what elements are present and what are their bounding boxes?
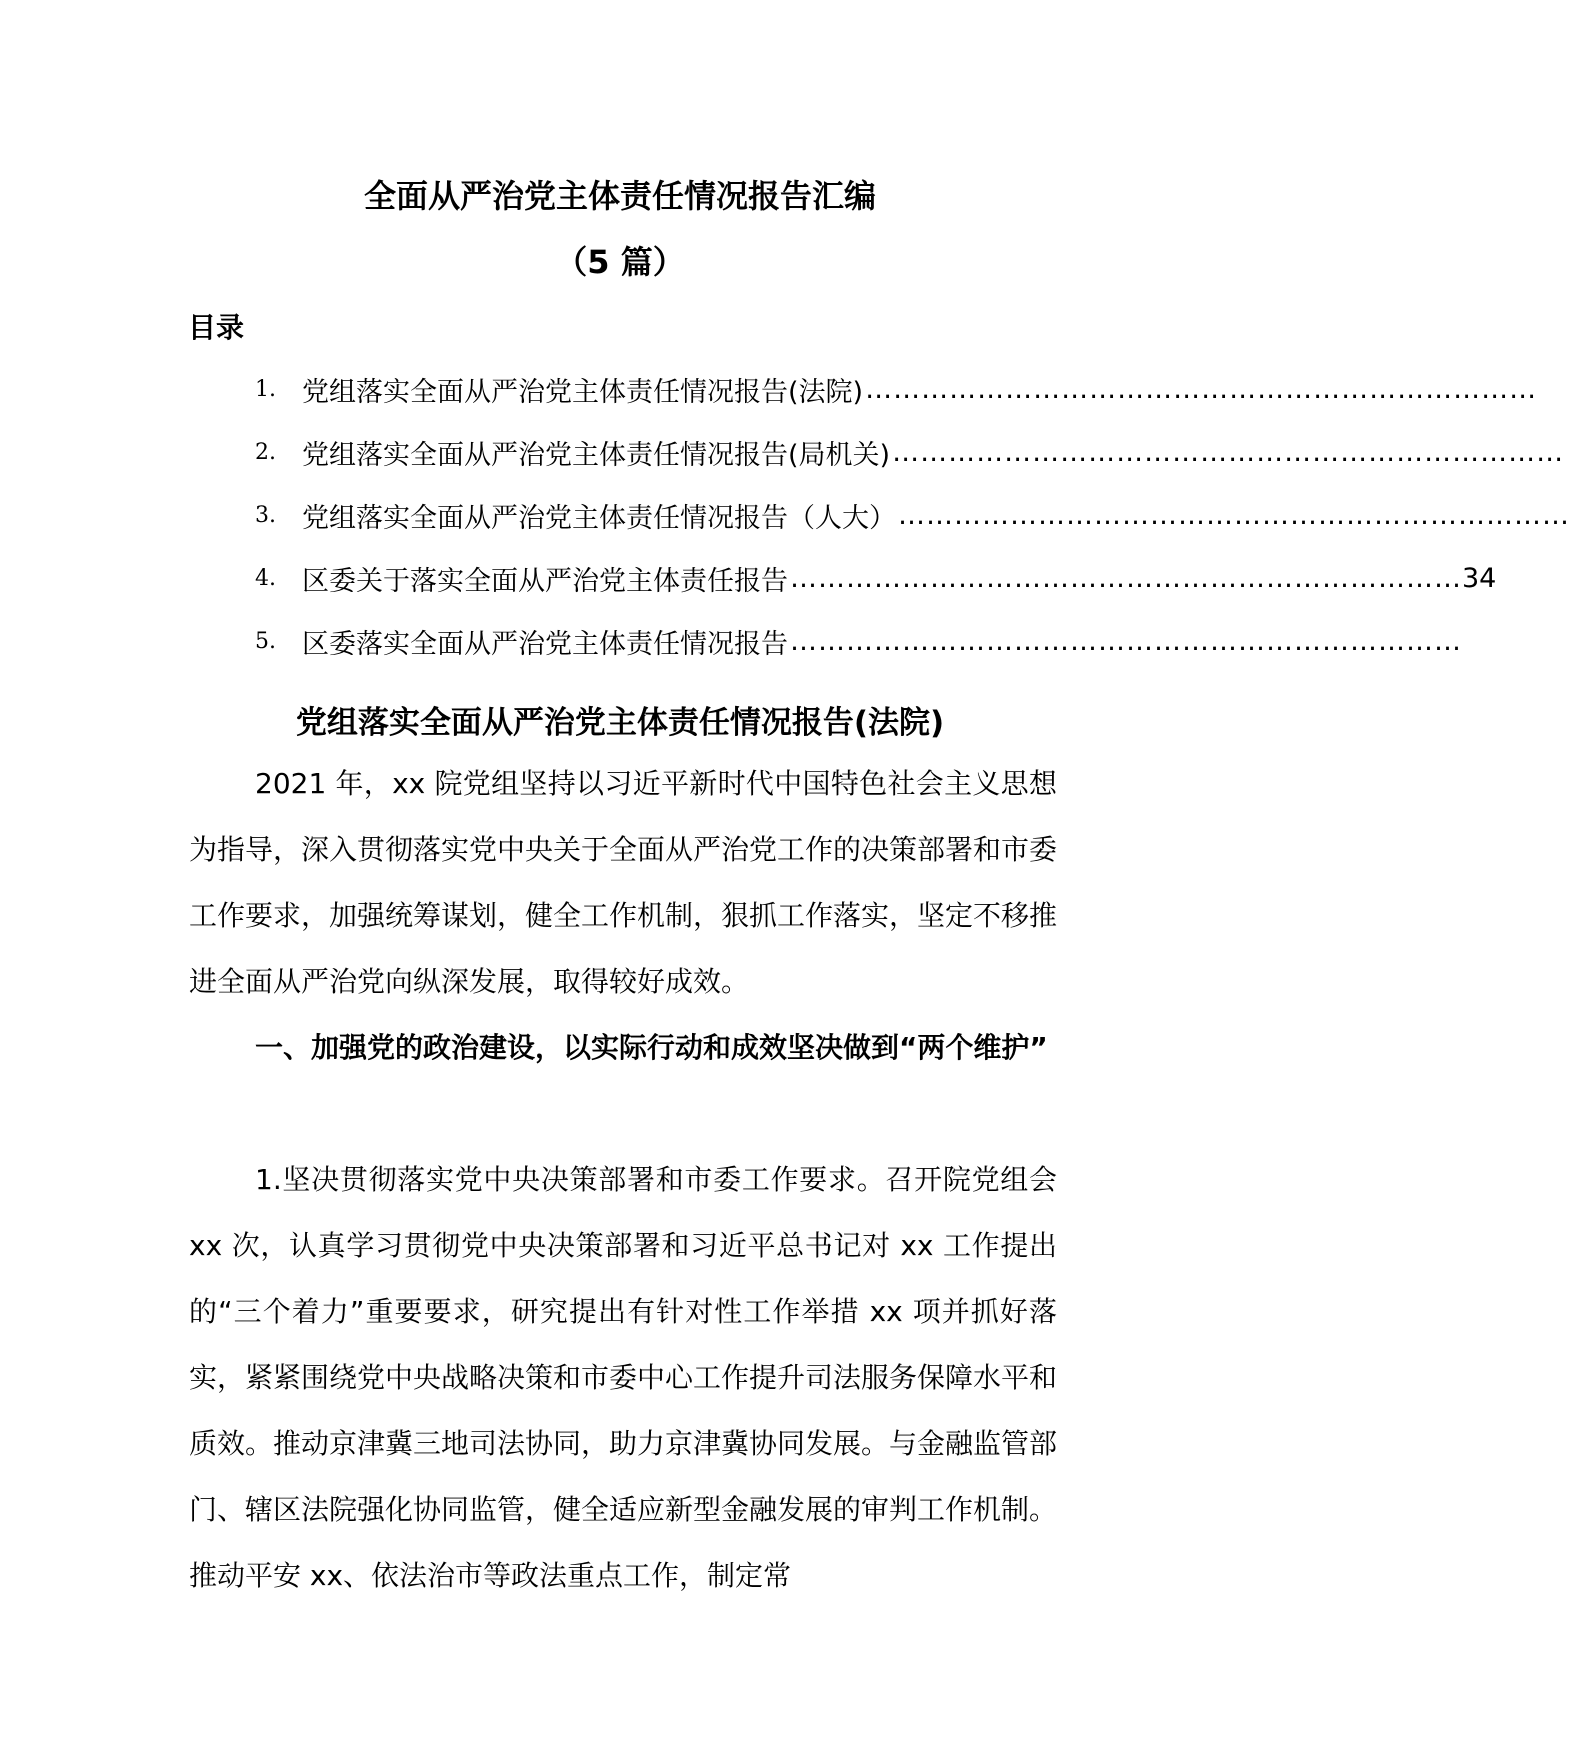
toc-item-number: 5.: [255, 628, 276, 654]
document-subtitle: （5 篇）: [555, 243, 685, 281]
toc-item[interactable]: [255, 495, 1570, 535]
toc-item-title: 党组落实全面从严治党主体责任情况报告(局机关): [302, 439, 891, 471]
intro-paragraph: 2021 年，xx 院党组坚持以习近平新时代中国特色社会主义思想为指导，深入贯彻落实党中央关于全面从严治党工作的决策部署和市委工作要求，加强统筹谋划，健全工作机制，狠抓工作落实，坚定不移推进全面从严治党向纵深发展，取得较好成效。: [189, 767, 1058, 998]
section-heading: 一、加强党的政治建设，以实际行动和成效坚决做到“两个维护”: [255, 1031, 1048, 1064]
toc-item[interactable]: [255, 558, 1497, 598]
toc-item-number: 3.: [255, 502, 276, 528]
toc-dot-leader: ………………………………………………………………: [892, 436, 1565, 468]
toc-item-title: 党组落实全面从严治党主体责任情况报告(法院): [302, 376, 864, 408]
toc-item[interactable]: [255, 369, 1538, 409]
toc-dot-leader: ………………………………………………………………: [865, 373, 1538, 405]
toc-heading: 目录: [188, 311, 245, 344]
toc-dot-leader: ………………………………………………………………: [790, 562, 1462, 594]
body-paragraph: 1.坚决贯彻落实党中央决策部署和市委工作要求。召开院党组会 xx 次，认真学习贯彻党中央决策部署和习近平总书记对 xx 工作提出的“三个着力”重要要求，研究提出有针对性工作举措 xx 项并抓好落实，紧紧围绕党中央战略决策和市委中心工作提升司法服务保障水平和质效。推动京津冀三地司法协同，助力京津冀协同发展。与金融监管部门、辖区法院强化协同监管，健全适应新型金融发展的审判工作机制。推动平安 xx、依法治市等政法重点工作，制定常: [189, 1163, 1058, 1592]
toc-item-title: 党组落实全面从严治党主体责任情况报告（人大）: [302, 502, 896, 534]
toc-item[interactable]: [255, 621, 1462, 661]
toc-item-number: 1.: [255, 376, 276, 402]
toc-item[interactable]: [255, 432, 1565, 472]
section-title: 党组落实全面从严治党主体责任情况报告(法院): [295, 705, 945, 741]
toc-item-title: 区委落实全面从严治党主体责任情况报告: [302, 628, 788, 660]
toc-dot-leader: ………………………………………………………………: [898, 499, 1570, 531]
toc-dot-leader: ………………………………………………………………: [790, 625, 1462, 657]
toc-item-title: 区委关于落实全面从严治党主体责任报告: [302, 565, 788, 597]
toc-item-number: 4.: [255, 565, 276, 591]
toc-item-number: 2.: [255, 439, 276, 465]
document-title: 全面从严治党主体责任情况报告汇编: [363, 177, 876, 215]
toc-item-page: 34: [1462, 562, 1497, 594]
